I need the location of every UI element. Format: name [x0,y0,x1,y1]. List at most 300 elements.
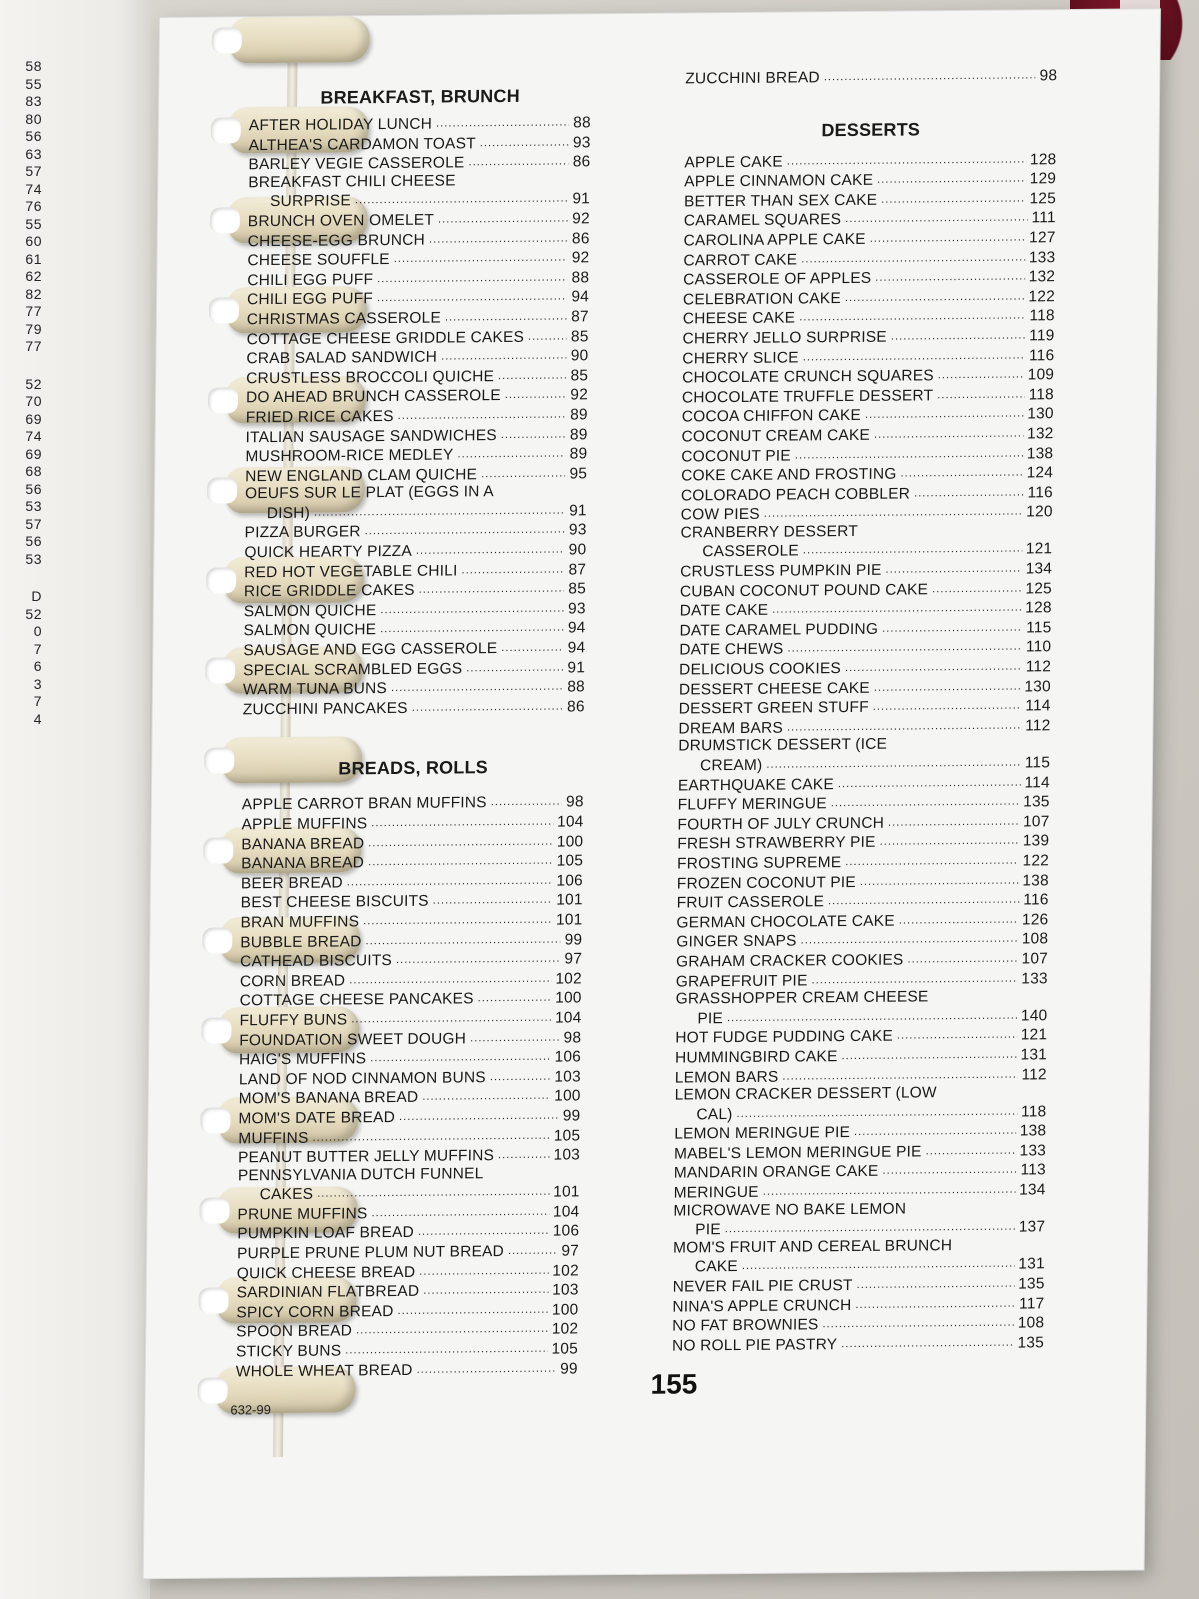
margin-number: 70 [25,393,42,409]
entry-name: PRUNE MUFFINS [237,1205,368,1224]
dot-leader [899,909,1018,930]
index-entry [676,968,1048,991]
entry-page: 121 [1020,1026,1048,1044]
binding-ring [230,16,370,63]
dot-leader [875,267,1025,288]
entry-name: RED HOT VEGETABLE CHILI [244,562,458,581]
entry-name: PIZZA BURGER [244,523,361,542]
entry-page: 125 [1029,189,1057,208]
entry-page: 93 [572,133,591,151]
entry-name: BANANA BREAD [241,854,365,873]
entry-page: 100 [554,1087,581,1105]
dot-leader [831,792,1020,813]
entry-page: 114 [1025,697,1051,715]
entry-name: NO ROLL PIE PASTRY [671,1335,838,1355]
dot-leader [885,559,1021,580]
entry-name: EARTHQUAKE CAKE [677,775,835,795]
entry-name: CHEESE CAKE [682,309,796,328]
entry-page: 99 [560,1360,578,1378]
entry-name: AFTER HOLIDAY LUNCH [248,115,433,135]
entry-page: 126 [1021,911,1049,929]
entry-page: 122 [1022,852,1050,870]
entry-name: MUFFINS [238,1129,309,1147]
dot-leader [801,247,1025,269]
entry-name: FLUFFY MERINGUE [677,795,827,814]
dot-leader [368,851,553,872]
dot-leader [874,423,1023,444]
entry-page: 133 [1019,1142,1047,1160]
dot-leader [468,152,568,172]
entry-name: SPOON BREAD [236,1322,353,1341]
dot-leader [799,306,1025,328]
dot-leader [371,1202,549,1223]
dot-leader [736,1101,1017,1123]
entry-name: MANDARIN ORANGE CAKE [673,1163,879,1183]
entry-name: RICE GRIDDLE CAKES [243,582,415,601]
dot-leader [422,1086,550,1107]
dot-leader [881,188,1026,209]
entry-page: 139 [1022,832,1050,850]
entry-continuation: PIE [695,1221,721,1239]
entry-name: DESSERT GREEN STUFF [678,699,869,718]
entry-name: CHRISTMAS CASSEROLE [246,309,442,329]
entry-continuation: CAKES [259,1186,314,1204]
entry-name: CATHEAD BISCUITS [240,952,393,971]
entry-page: 105 [551,1340,579,1358]
margin-number: 53 [25,550,42,567]
entry-page: 112 [1025,658,1052,676]
entry-name: CHEESE-EGG BRUNCH [247,231,426,250]
entry-continuation: CASSEROLE [702,542,799,561]
entry-name: FLUFFY BUNS [239,1011,348,1030]
entry-name: FRUIT CASSEROLE [676,893,825,912]
margin-number: 0 [33,623,42,639]
margin-number: 55 [25,215,42,232]
dot-leader [763,1180,1016,1202]
entry-page: 97 [561,1242,580,1260]
entry-page: 94 [567,619,586,637]
entry-page: 134 [1025,560,1053,578]
entry-name: GINGER SNAPS [676,932,797,951]
margin-number: 56 [25,128,42,144]
entry-page: 102 [555,970,582,988]
entry-page: 86 [566,698,585,716]
entry-page: 106 [556,872,583,890]
left-page-edge [0,0,150,1599]
dot-leader [764,502,1023,524]
dot-leader [391,677,563,698]
dot-leader [419,1260,548,1281]
margin-number: 61 [25,250,42,267]
entry-page: 104 [556,813,584,831]
entry-name: COTTAGE CHEESE PANCAKES [239,990,474,1010]
entry-name: SPICY CORN BREAD [236,1302,394,1322]
entry-page: 86 [571,229,590,247]
margin-number: 57 [25,163,42,179]
dot-leader [363,910,552,931]
entry-name: CELEBRATION CAKE [682,289,842,309]
entry-name: WHOLE WHEAT BREAD [235,1361,413,1381]
margin-number: 53 [25,498,42,514]
entry-name: CRANBERRY DESSERT [680,522,859,542]
entry-page: 93 [568,600,586,618]
index-entry [245,463,587,486]
entry-name: HOT FUDGE PUDDING CAKE [675,1027,894,1047]
dot-leader [394,248,568,269]
entry-name: CHOCOLATE CRUNCH SQUARES [682,367,934,387]
index-entry [674,1179,1046,1202]
entry-page: 107 [1022,813,1050,831]
entry-page: 128 [1029,150,1057,169]
entry-name: NO FAT BROWNIES [672,1316,819,1335]
entry-name: CHERRY SLICE [682,348,799,367]
entry-name: DESSERT CHEESE CAKE [678,679,870,699]
dot-leader [727,1005,1017,1027]
entry-name: FROSTING SUPREME [676,854,842,873]
dot-leader [932,578,1021,598]
entry-name: STICKY BUNS [235,1342,342,1361]
margin-number: 7 [33,693,42,709]
entry-page: 116 [1023,891,1049,909]
entry-name: CHILI EGG PUFF [246,290,374,309]
entry-page: 119 [1029,327,1055,345]
entry-page: 138 [1022,871,1049,890]
index-entry [685,65,1057,88]
dot-leader [897,1025,1017,1046]
entry-page: 91 [567,658,586,677]
dot-leader [312,1125,549,1147]
dot-leader [419,579,565,600]
margin-number: D [31,588,42,604]
entry-page: 118 [1028,385,1055,404]
entry-name: BREAKFAST CHILI CHEESE [248,172,456,192]
dot-leader [845,208,1028,229]
entry-name: DO AHEAD BRUNCH CASSEROLE [245,387,501,407]
entry-name: CARROT CAKE [683,251,798,270]
entry-page: 105 [556,852,584,870]
entry-page: 88 [573,114,591,132]
entry-name: FRIED RICE CAKES [245,407,394,427]
entry-page: 104 [552,1203,580,1221]
entry-name: PURPLE PRUNE PLUM NUT BREAD [236,1243,505,1263]
entry-name: MERINGUE [673,1183,759,1202]
margin-number: 52 [25,605,42,622]
entry-page: 108 [1017,1314,1045,1332]
dot-leader [436,112,569,133]
entry-name: DRUMSTICK DESSERT (ICE [678,736,888,755]
breads-heading: BREADS, ROLLS [338,757,489,779]
dot-leader [347,870,553,891]
margin-number: 4 [33,710,42,727]
entry-name: CUBAN COCONUT POUND CAKE [679,580,929,601]
entry-page: 88 [567,678,586,696]
index-entry [681,502,1053,525]
index-entry [675,1064,1047,1087]
entry-continuation: CAL) [696,1105,733,1124]
margin-number: 52 [25,375,42,392]
entry-name: BETTER THAN SEX CAKE [683,191,878,211]
dot-leader [470,1027,560,1047]
entry-page: 138 [1019,1122,1047,1140]
dot-leader [860,870,1019,891]
entry-page: 99 [562,1107,581,1125]
dot-leader [787,149,1026,171]
entry-page: 85 [570,327,589,345]
dot-leader [854,1121,1016,1142]
entry-page: 112 [1021,1065,1047,1084]
entry-page: 90 [568,541,587,559]
dot-leader [803,345,1025,367]
entry-page: 121 [1025,540,1053,558]
dot-leader [349,968,551,989]
dot-leader [461,559,564,579]
dot-leader [801,929,1018,950]
dot-leader [317,1182,549,1204]
entry-name: COCONUT CREAM CAKE [681,426,871,446]
margin-number: 55 [25,75,42,92]
margin-number: 63 [25,145,42,162]
entry-continuation: SURPRISE [269,192,351,211]
entry-page: 99 [564,930,583,949]
entry-page: 117 [1019,1294,1045,1313]
dot-leader [787,715,1021,737]
entry-continuation: CAKE [694,1258,738,1276]
dot-leader [441,346,567,367]
dot-leader [880,831,1019,852]
breakfast-list [243,112,591,718]
entry-page: 140 [1020,1007,1048,1025]
margin-number: 77 [25,338,42,354]
dot-leader [888,811,1019,832]
entry-name: CRAB SALAD SANDWICH [246,348,438,368]
dot-leader [914,482,1024,503]
dot-leader [877,169,1026,190]
entry-page: 91 [569,502,587,520]
entry-name: CRUSTLESS BROCCOLI QUICHE [246,367,495,387]
entry-page: 101 [553,1183,580,1201]
dot-leader [371,812,553,833]
entry-name: SALMON QUICHE [243,621,377,640]
margin-number: 82 [25,285,42,302]
dot-leader [380,598,564,619]
entry-page: 88 [571,269,590,287]
entry-page: 106 [554,1048,582,1066]
dot-leader [355,189,569,210]
dot-leader [811,968,1017,989]
right-column [672,65,1057,1355]
entry-page: 113 [1020,1161,1046,1180]
entry-name: SALMON QUICHE [243,601,377,621]
entry-name: BEST CHEESE BISCUITS [240,893,429,912]
entry-page: 128 [1025,599,1052,617]
entry-name: MUSHROOM-RICE MEDLEY [245,446,454,466]
dot-leader [824,65,1036,86]
dot-leader [782,1064,1017,1086]
margin-number: 80 [25,110,42,127]
entry-page: 116 [1028,346,1055,364]
dot-leader [351,1008,551,1029]
dot-leader [345,1339,547,1360]
dot-leader [433,890,553,911]
entry-name: COLORADO PEACH COBBLER [680,485,911,505]
entry-name: WARM TUNA BUNS [242,680,388,699]
dot-leader [772,598,1021,620]
entry-page: 94 [567,639,586,657]
entry-name: CASSEROLE OF APPLES [683,269,872,289]
dot-leader [937,384,1025,404]
breads-list [236,792,584,1381]
entry-name: APPLE CARROT BRAN MUFFINS [241,794,487,814]
entry-page: 125 [1025,579,1052,598]
dot-leader [795,443,1023,465]
entry-name: NINA'S APPLE CRUNCH [672,1296,852,1316]
dot-leader [841,1332,1013,1353]
dot-leader [398,404,567,425]
entry-page: 137 [1018,1218,1046,1236]
entry-page: 101 [556,891,583,909]
entry-name: BRAN MUFFINS [240,913,360,932]
dot-leader [508,1241,558,1261]
entry-name: QUICK HEARTY PIZZA [244,542,412,562]
entry-page: 90 [570,347,589,365]
entry-page: 135 [1018,1275,1045,1293]
dot-leader [370,1047,551,1068]
margin-number: 60 [25,233,42,249]
entry-page: 102 [551,1320,579,1339]
dot-leader [457,444,565,465]
entry-page: 100 [555,989,582,1007]
entry-page: 102 [552,1262,579,1280]
desserts-list [672,149,1057,1355]
dot-leader [478,988,552,1008]
page-number: 155 [650,1368,698,1400]
margin-number: 74 [25,428,42,444]
dot-leader [907,949,1017,970]
dot-leader [380,618,564,639]
entry-page: 98 [563,1028,582,1047]
dot-leader [865,404,1023,425]
entry-name: ZUCCHINI BREAD [685,69,820,88]
dot-leader [368,831,553,852]
entry-page: 118 [1021,1103,1047,1121]
entry-name: QUICK CHEESE BREAD [236,1263,416,1283]
entry-page: 93 [568,521,587,539]
entry-name: NEW ENGLAND CLAM QUICHE [245,465,478,485]
entry-page: 129 [1029,170,1057,188]
entry-page: 134 [1019,1181,1046,1199]
entry-name: SPECIAL SCRAMBLED EGGS [243,660,463,679]
entry-name: PENNSYLVANIA DUTCH FUNNEL [237,1164,484,1185]
entry-name: BANANA BREAD [241,834,365,853]
entry-name: SARDINIAN FLATBREAD [236,1283,420,1302]
dot-leader [501,638,564,658]
entry-name: CRUSTLESS PUMPKIN PIE [680,561,882,581]
dot-leader [481,463,566,483]
index-entry [673,1217,1045,1240]
entry-name: LEMON MERINGUE PIE [674,1124,851,1143]
entry-continuation: PIE [697,1009,724,1028]
entry-continuation: DISH) [266,504,311,522]
dot-leader [438,208,568,229]
entry-page: 106 [552,1222,580,1241]
dot-leader [491,792,563,812]
entry-page: 116 [1027,483,1053,502]
entry-page: 103 [553,1146,581,1164]
dot-leader [365,520,565,541]
dot-leader [397,1300,548,1321]
dot-leader [498,1145,550,1165]
dot-leader [528,326,567,346]
entry-name: CAROLINA APPLE CAKE [683,230,866,250]
entry-name: ZUCCHINI PANCAKES [242,699,408,719]
entry-page: 100 [556,832,584,851]
entry-page: 120 [1026,503,1053,521]
entry-name: COTTAGE CHEESE GRIDDLE CAKES [246,328,525,348]
dot-leader [417,1358,557,1379]
dot-leader [882,1160,1016,1181]
entry-name: APPLE CINNAMON CAKE [684,171,874,191]
dot-leader [742,1254,1015,1276]
entry-name: DELICIOUS COOKIES [679,660,842,679]
entry-name: CHOCOLATE TRUFFLE DESSERT [681,386,934,407]
margin-number: 83 [25,93,42,109]
entry-page: 130 [1027,405,1054,423]
dot-leader [845,851,1018,872]
entry-name: MABEL'S LEMON MERINGUE PIE [673,1143,922,1163]
dot-leader [377,287,568,308]
dot-leader [828,890,1019,911]
entry-name: GRAHAM CRACKER COOKIES [675,951,904,971]
entry-page: 85 [568,580,587,598]
left-column [236,84,592,1380]
dot-leader [838,772,1021,793]
margin-number: 69 [25,445,42,462]
entry-name: COW PIES [680,506,760,524]
margin-number: 76 [25,198,42,214]
dot-leader [418,1221,549,1242]
entry-page: 100 [551,1301,579,1319]
entry-page: 118 [1029,307,1055,325]
dot-leader [498,365,567,385]
index-entry [236,1358,578,1381]
entry-page: 107 [1021,950,1049,968]
entry-name: MOM'S DATE BREAD [238,1108,396,1128]
entry-page: 108 [1021,930,1049,948]
entry-page: 87 [571,308,589,326]
entry-name: CARAMEL SQUARES [683,211,842,230]
entry-page: 92 [571,249,590,267]
margin-number: 79 [25,320,42,337]
entry-page: 87 [568,560,587,579]
margin-number: 58 [25,58,42,74]
dot-leader [873,696,1022,717]
dot-leader [900,463,1022,484]
margin-number: 62 [25,268,42,284]
entry-page: 124 [1026,464,1054,482]
entry-name: MICROWAVE NO BAKE LEMON [673,1200,907,1220]
entry-name: CHERRY JELLO SURPRISE [682,328,887,348]
entry-name: GRAPEFRUIT PIE [675,971,808,991]
entry-page: 127 [1029,229,1056,247]
entry-name: SAUSAGE AND EGG CASSEROLE [243,640,498,660]
index-entry [678,715,1050,738]
dot-leader [803,539,1022,561]
dot-leader [938,365,1024,385]
entry-page: 103 [554,1068,581,1086]
dot-leader [822,1313,1013,1334]
dot-leader [841,1044,1016,1065]
entry-name: BRUNCH OVEN OMELET [247,211,435,231]
